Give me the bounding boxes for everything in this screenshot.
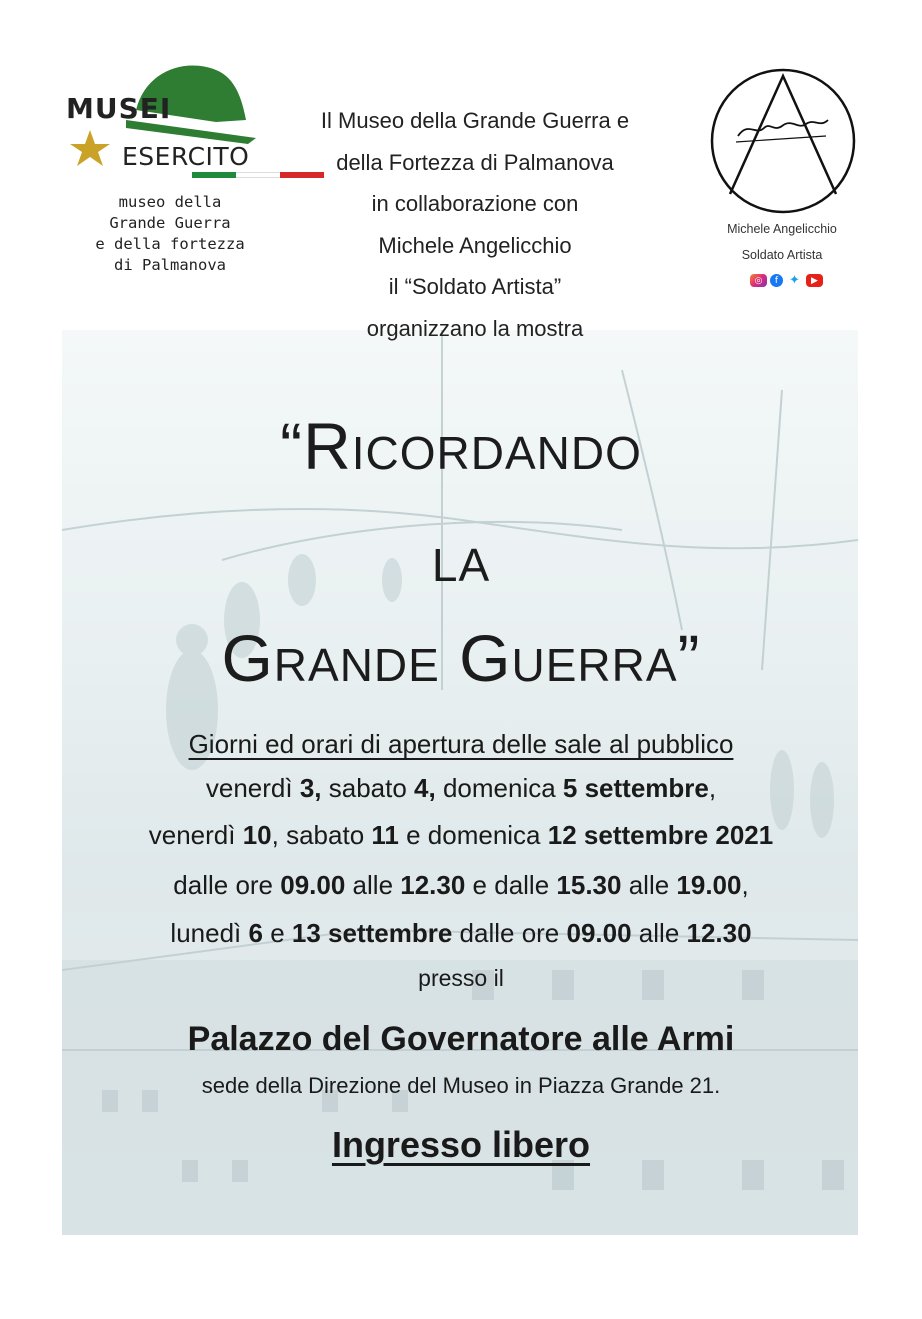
logo-word-esercito: ESERCITO [122,142,250,171]
schedule-text-segment: venerdì [205,773,300,803]
intro-text [270,100,680,349]
schedule-line-2 [0,820,922,851]
schedule-text-segment: 4, [414,773,436,803]
schedule-text-segment: 10 [242,820,272,850]
artist-name: Michele Angelicchio [727,222,837,236]
schedule-text-segment: dalle ore [452,918,567,948]
schedule-text-segment: alle [345,870,401,900]
logo-subtitle-line: museo della [118,193,222,211]
schedule-text-segment: 12.30 [400,870,466,900]
intro-line: Michele Angelicchio [378,232,572,258]
venue-name: Palazzo del Governatore alle Armi [187,1020,735,1058]
schedule-text-segment: 13 settembre [291,918,453,948]
schedule-text-segment: 09.00 [566,918,632,948]
schedule-text-segment: dalle ore [173,870,281,900]
schedule-text-segment: e domenica [398,820,548,850]
intro-line: organizzano la mostra [366,315,584,341]
artist-block [700,66,864,296]
social-icons [750,274,823,287]
logo-subtitle [80,192,260,276]
schedule-text-segment: , sabato [271,820,372,850]
schedule-text-segment: 6 [248,918,263,948]
intro-line: in collaborazione con [371,191,579,216]
schedule-text-segment: sabato [321,773,415,803]
schedule-text-segment: 3, [299,773,322,803]
artist-signature-logo [708,66,858,216]
intro-line: della Fortezza di Palmanova [336,149,614,175]
opening-hours-heading: Giorni ed orari di apertura delle sale al pubblico [188,729,734,759]
star-icon [70,130,110,166]
exhibition-title-line-1: “Ricordando [280,409,642,483]
logo-subtitle-line: Grande Guerra [109,214,231,232]
artist-role: Soldato Artista [741,248,823,262]
logo-subtitle-line: di Palmanova [114,256,226,274]
schedule-line-1 [0,773,922,804]
exhibition-title-line-2: la [431,521,491,595]
presso-text: presso il [418,965,504,991]
schedule-text-segment: venerdì [148,820,243,850]
musei-esercito-logo [66,60,266,280]
schedule-text-segment: 12.30 [686,918,752,948]
schedule-text-segment: 15.30 [556,870,622,900]
schedule-text-segment: domenica [435,773,563,803]
schedule-text-segment: e dalle [465,870,557,900]
schedule-text-segment: alle [621,870,677,900]
schedule-text-segment: 09.00 [280,870,346,900]
schedule-line-4 [0,918,922,949]
logo-subtitle-line: e della fortezza [95,235,245,253]
logo-word-musei: MUSEI [66,92,172,125]
exhibition-title-line-3: Grande Guerra” [221,621,701,695]
youtube-icon: ▶ [806,274,823,287]
schedule-text-segment: , [708,773,717,803]
schedule-line-3 [0,870,922,901]
intro-line: Il Museo della Grande Guerra e [320,108,630,133]
facebook-icon: f [770,274,783,287]
intro-line: il “Soldato Artista” [388,274,562,299]
free-entry-notice: Ingresso libero [331,1124,591,1165]
instagram-icon: ◎ [750,274,767,287]
schedule-text-segment: 12 settembre 2021 [547,820,774,850]
schedule-text-segment: alle [631,918,687,948]
schedule-text-segment: 19.00 [676,870,742,900]
schedule-text-segment: 11 [371,820,399,850]
schedule-text-segment: 5 settembre [562,773,709,803]
venue-address: sede della Direzione del Museo in Piazza Grande 21. [201,1073,721,1098]
schedule-text-segment: e [262,918,292,948]
twitter-icon: ✦ [789,273,800,288]
schedule-text-segment: , [741,870,749,900]
schedule-text-segment: lunedì [170,918,249,948]
